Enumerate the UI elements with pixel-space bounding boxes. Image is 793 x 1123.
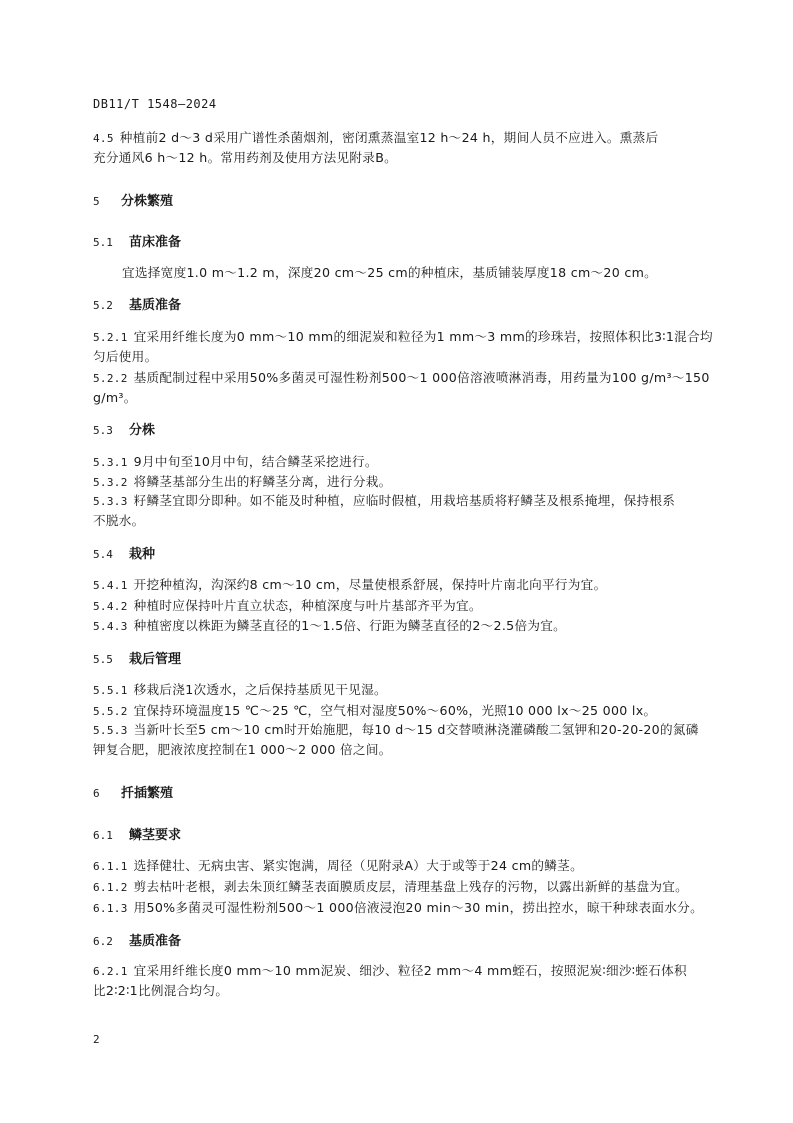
section-number: 5 — [93, 195, 100, 208]
clause-5-3-2 — [93, 472, 723, 492]
clause-text-line2: 比2∶2∶1比例混合均匀。 — [93, 983, 229, 998]
clause-text-line1: 籽鳞茎宜即分即种。如不能及时种植，应临时假植，用栽培基质将籽鳞茎及根系掩埋，保持根系 — [133, 493, 676, 508]
section-number: 5.4 — [93, 548, 113, 561]
clause-text: 将鳞茎基部分生出的籽鳞茎分离，进行分栽。 — [133, 474, 392, 489]
section-title: 栽种 — [129, 547, 156, 562]
clause-text: 宜保持环境温度15 ℃～25 ℃，空气相对湿度50%～60%，光照10 000 lx～25 000 lx。 — [133, 703, 657, 718]
section-5-3-heading — [93, 421, 155, 440]
clause-number: 6.1.2 — [93, 881, 128, 894]
section-5-4-heading — [93, 545, 155, 564]
clause-text-line1: 宜采用纤维长度为0 mm～10 mm的细泥炭和粒径为1 mm～3 mm的珍珠岩，按照体积比3∶1混合均 — [133, 329, 713, 344]
clause-number: 5.3.1 — [93, 456, 128, 469]
clause-6-1-3 — [93, 898, 723, 918]
clause-number: 4.5 — [93, 132, 114, 145]
section-5-2-heading — [93, 296, 181, 315]
clause-text: 9月中旬至10月中旬，结合鳞茎采挖进行。 — [133, 454, 378, 469]
clause-text-line1: 宜采用纤维长度0 mm～10 mm泥炭、细沙、粒径2 mm～4 mm蛭石，按照泥炭∶细沙∶蛭石体积 — [133, 963, 687, 978]
section-5-heading — [93, 192, 173, 211]
clause-number: 6.1.1 — [93, 860, 128, 873]
section-5-5-heading — [93, 650, 181, 669]
section-5-1-heading — [93, 233, 181, 252]
clause-number: 5.5.1 — [93, 684, 128, 697]
clause-6-1-2 — [93, 877, 723, 897]
clause-text: 种植密度以株距为鳞茎直径的1～1.5倍、行距为鳞茎直径的2～2.5倍为宜。 — [133, 618, 567, 633]
clause-number: 5.4.2 — [93, 600, 128, 613]
clause-text: 选择健壮、无病虫害、紧实饱满，周径（见附录A）大于或等于24 cm的鳞茎。 — [133, 858, 583, 873]
standard-code-header: DB11/T 1548—2024 — [93, 97, 217, 111]
clause-text-line2: 钾复合肥，肥液浓度控制在1 000～2 000 倍之间。 — [93, 742, 392, 757]
clause-4-5 — [93, 128, 723, 167]
section-number: 5.3 — [93, 424, 113, 437]
clause-5-4-3 — [93, 616, 723, 636]
clause-number: 6.1.3 — [93, 902, 128, 915]
section-6-heading — [93, 784, 173, 803]
clause-text-line2: 充分通风6 h～12 h。常用药剂及使用方法见附录B。 — [93, 150, 398, 165]
section-title: 扦插繁殖 — [121, 786, 174, 801]
clause-number: 5.5.2 — [93, 705, 128, 718]
section-number: 6.1 — [93, 829, 113, 842]
clause-number: 5.4.1 — [93, 579, 128, 592]
clause-5-5-2 — [93, 701, 723, 721]
clause-number: 5.4.3 — [93, 620, 128, 633]
clause-6-1-1 — [93, 856, 723, 876]
section-number: 5.1 — [93, 236, 113, 249]
section-title: 分株 — [129, 423, 156, 438]
clause-5-2-1 — [93, 327, 723, 366]
clause-5-4-1 — [93, 575, 723, 595]
clause-5-5-3 — [93, 720, 723, 759]
clause-5-5-1 — [93, 680, 723, 700]
clause-number: 5.5.3 — [93, 724, 128, 737]
clause-text: 移栽后浇1次透水，之后保持基质见干见湿。 — [133, 682, 387, 697]
section-title: 分株繁殖 — [121, 194, 174, 209]
clause-text: 剪去枯叶老根，剥去朱顶红鳞茎表面膜质皮层，清理基盘上残存的污物，以露出新鲜的基盘为宜。 — [133, 879, 689, 894]
section-6-1-heading — [93, 826, 181, 845]
section-title: 鳞茎要求 — [129, 828, 182, 843]
clause-5-3-1 — [93, 452, 723, 472]
clause-5-3-3 — [93, 491, 723, 530]
clause-number: 5.3.3 — [93, 495, 128, 508]
clause-text-line1: 种植前2 d～3 d采用广谱性杀菌烟剂，密闭熏蒸温室12 h～24 h，期间人员不应进入。熏蒸后 — [119, 130, 659, 145]
clause-text: 用50%多菌灵可湿性粉剂500～1 000倍液浸泡20 min～30 min，捞出控水，晾干种球表面水分。 — [133, 900, 703, 915]
clause-text: 种植时应保持叶片直立状态，种植深度与叶片基部齐平为宜。 — [133, 598, 482, 613]
section-number: 6 — [93, 787, 100, 800]
section-title: 栽后管理 — [129, 652, 182, 667]
section-title: 基质准备 — [129, 298, 182, 313]
clause-5-2-2 — [93, 368, 723, 407]
section-5-1-text: 宜选择宽度1.0 m～1.2 m，深度20 cm～25 cm的种植床，基质铺装厚度18 cm～20 cm。 — [122, 265, 658, 280]
section-title: 基质准备 — [129, 934, 182, 949]
section-title: 苗床准备 — [129, 235, 182, 250]
clause-text-line2: g/m³。 — [93, 390, 137, 405]
clause-number: 5.2.2 — [93, 372, 128, 385]
clause-text-line1: 当新叶长至5 cm～10 cm时开始施肥，每10 d～15 d交替喷淋浇灌磷酸二氢钾和20-20-20的氮磷 — [133, 722, 699, 737]
clause-6-2-1 — [93, 961, 723, 1000]
clause-text-line1: 基质配制过程中采用50%多菌灵可湿性粉剂500～1 000倍溶液喷淋消毒，用药量为100 g/m³～150 — [133, 370, 710, 385]
section-6-2-heading — [93, 932, 181, 951]
clause-text-line2: 匀后使用。 — [93, 349, 158, 364]
section-number: 5.2 — [93, 299, 113, 312]
clause-number: 5.2.1 — [93, 331, 128, 344]
section-number: 6.2 — [93, 935, 113, 948]
clause-number: 6.2.1 — [93, 965, 128, 978]
section-number: 5.5 — [93, 653, 113, 666]
clause-number: 5.3.2 — [93, 476, 128, 489]
clause-5-4-2 — [93, 596, 723, 616]
clause-text-line2: 不脱水。 — [93, 513, 145, 528]
page-number: 2 — [93, 1033, 100, 1046]
clause-text: 开挖种植沟，沟深约8 cm～10 cm，尽量使根系舒展，保持叶片南北向平行为宜。 — [133, 577, 607, 592]
